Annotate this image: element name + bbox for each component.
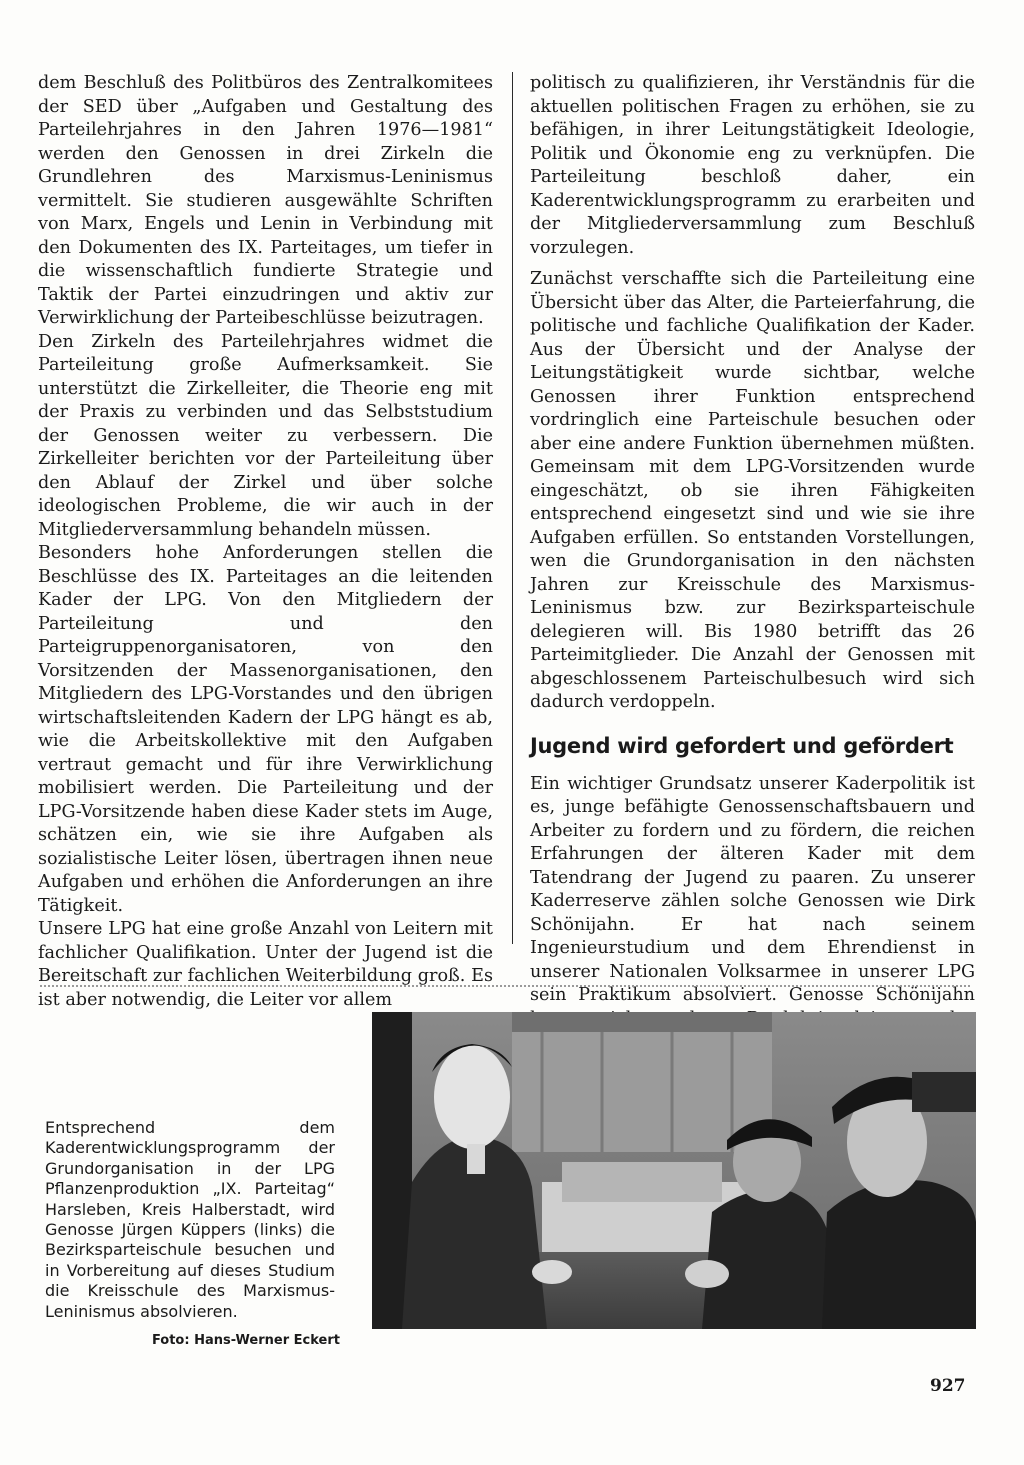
left-text-column <box>38 72 493 1012</box>
section-heading: Jugend wird gefordert und gefördert <box>530 733 954 758</box>
right-text-column <box>530 72 975 1055</box>
body-paragraph: Besonders hohe Anforderungen stellen die Beschlüsse des IX. Parteitages an die leitenden Kader der LPG. Von den Mitgliedern der Parteileitung und den Parteigruppenorganisatoren, von den Vorsitzenden der Massenorganisationen, den Mitgliedern des LPG-Vorstandes und den übrigen wirtschaftsleitenden Kadern der LPG hängt es ab, wie die Arbeitskollektive mit den Aufgaben vertraut gemacht und für ihre Verwirklichung mobilisiert werden. Die Parteileitung und der LPG-Vorsitzende haben diese Kader stets im Auge, schätzen ein, wie sie ihre Aufgaben als sozialistische Leiter lösen, übertragen ihnen neue Aufgaben und erhöhen die Anforderungen an ihre Tätigkeit. <box>38 543 493 916</box>
page-number: 927 <box>930 1376 966 1396</box>
dotted-separator <box>40 985 970 987</box>
body-paragraph: Den Zirkeln des Parteilehrjahres widmet die Parteileitung große Aufmerksamkeit. Sie unterstützt die Zirkelleiter, die Theorie eng mit der Praxis zu verbinden und das Selbststudium der Genossen weiter zu verbessern. Die Zirkelleiter berichten vor der Parteileitung über den Ablauf der Zirkel und über solche ideologischen Probleme, die wir auch in der Mitgliederversammlung behandeln müssen. <box>38 331 493 540</box>
body-paragraph: Ein wichtiger Grundsatz unserer Kaderpolitik ist es, junge befähigte Genossenschaftsbauern und Arbeiter zu fordern und zu fördern, die reichen Erfahrungen der älteren Kader mit dem Tatendrang der Jugend zu paaren. Zu unserer Kaderreserve zählen solche Genossen wie Dirk Schönijahn. Er hat nach seinem Ingenieurstudium und dem Ehrendienst in unserer Nationalen Volksarmee in unserer LPG sein Praktikum absolviert. Genosse Schönijahn <box>530 773 975 1005</box>
photo-illustration <box>372 1012 976 1329</box>
photo-caption: Entsprechend dem Kaderentwicklungsprogramm der Grundorganisation in der LPG Pflanzenproduktion „IX. Parteitag“ Harsleben, Kreis Halberstadt, wird Genosse Jürgen Küppers (links) die Bezirksparteischule besuchen und in Vorbereitung auf dieses Studium die Kreisschule des Marxismus-Leninismus absolvieren. <box>45 1118 335 1321</box>
photo-credit: Foto: Hans-Werner Eckert <box>151 1333 340 1348</box>
body-paragraph: dem Beschluß des Politbüros des Zentralkomitees der SED über „Aufgaben und Gestaltung des Parteilehrjahres in den Jahren 1976—1981“ werden den Genossen in drei Zirkeln die Grundlehren des Marxismus-Leninismus vermittelt. Sie studieren ausgewählte Schriften von Marx, Engels und Lenin in Verbindung mit den Dokumenten des IX. Parteitages, um tiefer in die wissenschaftlich fundierte Strategie und Taktik der Partei einzudringen und aktiv zur Verwirklichung der Parteibeschlüsse beizutragen. <box>38 73 493 328</box>
body-paragraph: politisch zu qualifizieren, ihr Verständnis für die aktuellen politischen Fragen zu erhöhen, sie zu befähigen, in ihrer Leitungstätigkeit Ideologie, Politik und Ökonomie eng zu verknüpfen. Die Parteileitung beschloß daher, ein Kaderentwicklungsprogramm zu erarbeiten und der Mitgliederversammlung zum Beschluß vorzulegen. <box>530 73 975 258</box>
column-divider <box>512 72 513 944</box>
body-paragraph: Unsere LPG hat eine große Anzahl von Leitern mit fachlicher Qualifikation. Unter der Jugend ist die Bereitschaft zur fachlichen Weiterbildung groß. Es ist aber notwendig, die Leiter vor allem <box>38 919 493 1010</box>
photograph <box>372 1012 976 1329</box>
body-paragraph: Zunächst verschaffte sich die Parteileitung eine Übersicht über das Alter, die Parteierfahrung, die politische und fachliche Qualifikation der Kader. Aus der Übersicht und der Analyse der Leitungstätigkeit wurde sichtbar, welche Genossen ihrer Funktion entsprechend vordringlich eine Parteischule besuchen oder aber eine andere Funktion übernehmen müßten. Gemeinsam mit dem LPG-Vorsitzenden wurde eingeschätzt, ob sie ihren Fähigkeiten entsprechend eingesetzt sind und wie sie ihre Aufgaben erfüllen. So entstanden Vorstellungen, wen die Grundorganisation in den nächsten Jahren zur Kreisschule des Marxismus-Leninismus bzw. zur Bezirksparteischule delegieren will. Bis 1980 betrifft das 26 Parteimitglieder. Die Anzahl der Genossen mit abgeschlossenem Parteischulbesuch wird sich dadurch verdoppeln. <box>530 269 975 712</box>
